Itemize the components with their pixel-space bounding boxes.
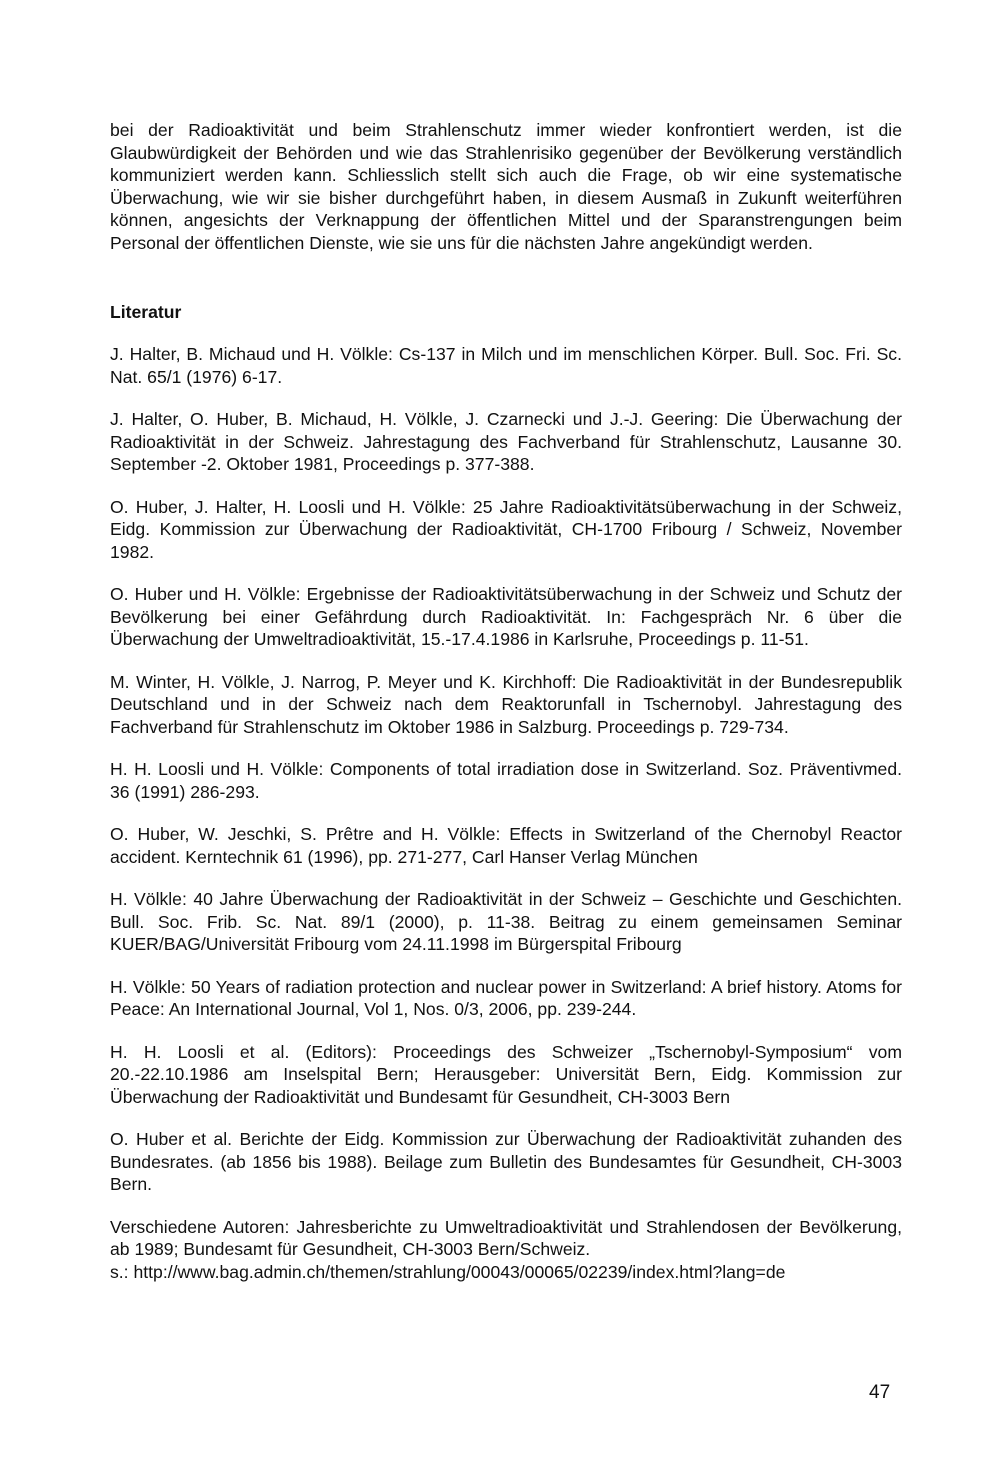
reference-item: O. Huber und H. Völkle: Ergebnisse der Radioaktivitätsüberwachung in der Schweiz und Schutz der Bevölkerung bei einer Gefährdung durch Radioaktivität. In: Fachgespräch Nr. 6 über die Überwachung der Umweltradioaktivität, 15.-17.4.1986 in Karlsruhe, Proceedings p. 11-51. (110, 584, 902, 649)
intro-paragraph: bei der Radioaktivität und beim Strahlenschutz immer wieder konfrontiert werden, ist die Glaubwürdigkeit der Behörden und wie das Strahlenrisiko gegenüber der Bevölkerung verständlich kommuniziert werden kann. Schliesslich stellt sich auch die Frage, ob wir eine systematische Überwachung, wie wir sie bisher durchgeführt haben, in diesem Ausmaß in Zukunft weiterführen können, angesichts der Verknappung der öffentlichen Mittel und der Sparanstrengungen beim Personal der öffentlichen Dienste, wie sie uns für die nächsten Jahre angekündigt werden. (110, 120, 902, 253)
reference-item: H. Völkle: 50 Years of radiation protection and nuclear power in Switzerland: A brief history. Atoms for Peace: An International Journal, Vol 1, Nos. 0/3, 2006, pp. 239-244. (110, 976, 902, 1019)
reference-item: O. Huber, J. Halter, H. Loosli und H. Völkle: 25 Jahre Radioaktivitätsüberwachung in der Schweiz, Eidg. Kommission zur Überwachung der Radioaktivität, CH-1700 Fribourg / Schweiz, November 1982. (110, 496, 902, 562)
reference-url[interactable]: http://www.bag.admin.ch/themen/strahlung/00043/00065/02239/index.html?lang=de (133, 1261, 786, 1282)
reference-item: O. Huber, W. Jeschki, S. Prêtre and H. Völkle: Effects in Switzerland of the Chernobyl Reactor accident. Kerntechnik 61 (1996), pp. 271-277, Carl Hanser Verlag München (110, 824, 902, 867)
reference-link-line (110, 1261, 902, 1284)
reference-item: O. Huber et al. Berichte der Eidg. Kommission zur Überwachung der Radioaktivität zuhanden des Bundesrates. (ab 1856 bis 1988). Beilage zum Bulletin des Bundesamtes für Gesundheit, CH-3003 Bern. (110, 1129, 902, 1194)
reference-item: H. H. Loosli et al. (Editors): Proceedings des Schweizer „Tschernobyl-Symposium“ vom 20.-22.10.1986 am Inselspital Bern; Herausgeber: Universität Bern, Eidg. Kommission zur Überwachung der Radioaktivität und Bundesamt für Gesundheit, CH-3003 Bern (110, 1041, 902, 1107)
reference-item-with-link (110, 1216, 902, 1284)
reference-item: H. H. Loosli und H. Völkle: Components of total irradiation dose in Switzerland. Soz. Präventivmed. 36 (1991) 286-293. (110, 759, 902, 802)
reference-item: M. Winter, H. Völkle, J. Narrog, P. Meyer und K. Kirchhoff: Die Radioaktivität in der Bundesrepublik Deutschland und in der Schweiz nach dem Reaktorunfall in Tschernobyl. Jahrestagung des Fachverband für Strahlenschutz im Oktober 1986 in Salzburg. Proceedings p. 729-734. (110, 671, 902, 737)
reference-item: J. Halter, B. Michaud und H. Völkle: Cs-137 in Milch und im menschlichen Körper. Bull. Soc. Fri. Sc. Nat. 65/1 (1976) 6-17. (110, 344, 902, 387)
reference-text: Verschiedene Autoren: Jahresberichte zu Umweltradioaktivität und Strahlendosen der Bevölkerung, ab 1989; Bundesamt für Gesundheit, CH-3003 Bern/Schweiz. (110, 1216, 902, 1259)
reference-link-prefix: s.: (110, 1261, 134, 1282)
literatur-heading: Literatur (110, 302, 182, 322)
reference-item: H. Völkle: 40 Jahre Überwachung der Radioaktivität in der Schweiz – Geschichte und Geschichten. Bull. Soc. Frib. Sc. Nat. 89/1 (2000), p. 11-38. Beitrag zu einem gemeinsamen Seminar KUER/BAG/Universität Fribourg vom 24.11.1998 im Bürgerspital Fribourg (110, 889, 902, 954)
reference-list (110, 343, 902, 1303)
reference-item: J. Halter, O. Huber, B. Michaud, H. Völkle, J. Czarnecki und J.-J. Geering: Die Überwachung der Radioaktivität in der Schweiz. Jahrestagung des Fachverband für Strahlenschutz, Lausanne 30. September -2. Oktober 1981, Proceedings p. 377-388. (110, 409, 902, 474)
page-number: 47 (869, 1382, 891, 1403)
